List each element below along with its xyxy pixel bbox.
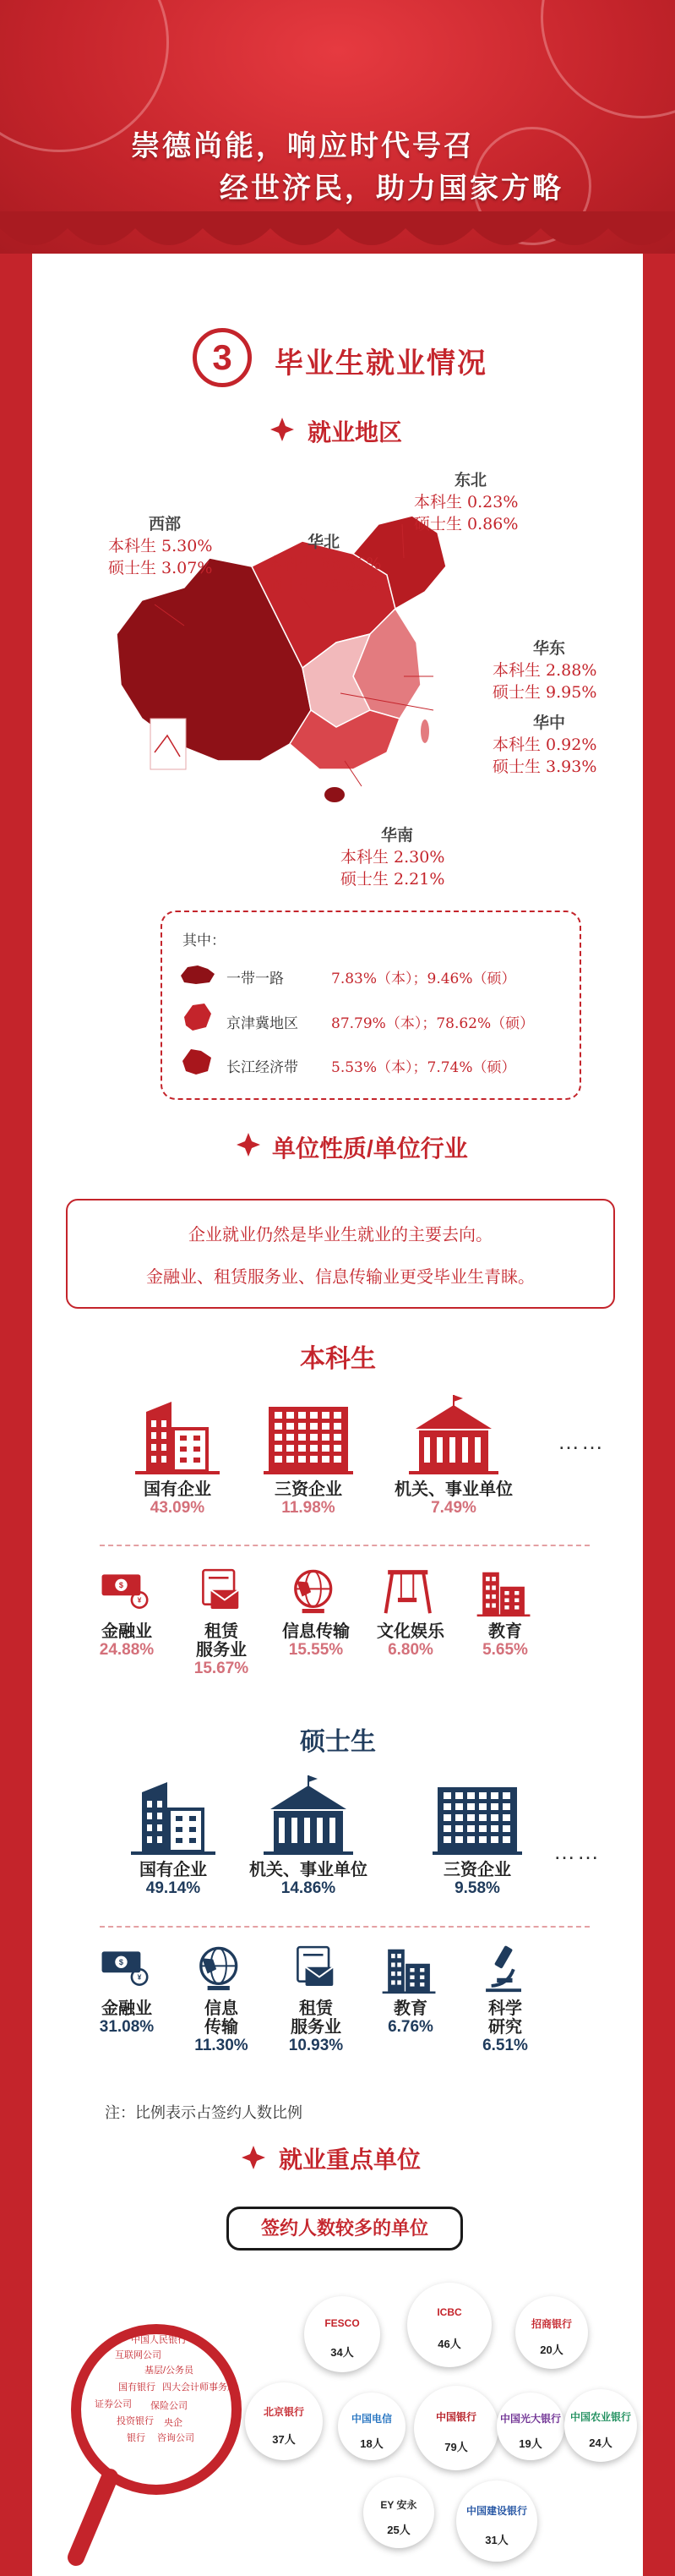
- header-line-2: 经世济民，助力国家方略: [220, 172, 563, 205]
- section-number-badge: 3: [193, 328, 252, 387]
- legend-heading: 其中：: [182, 933, 226, 949]
- company-count: 79人: [444, 2441, 468, 2453]
- sparkle-icon: [270, 418, 294, 441]
- company-count: 19人: [519, 2437, 542, 2450]
- wide-building-icon: [245, 1395, 372, 1480]
- industry-item: [269, 1564, 363, 1660]
- industry-item: [174, 1941, 269, 2055]
- company-count: 20人: [540, 2344, 563, 2357]
- units-box: 签约人数较多的单位: [226, 2207, 463, 2251]
- industry-note-box: [66, 1199, 615, 1309]
- industry-item: [363, 1941, 458, 2037]
- company-logo-text: 中国电信: [351, 2413, 392, 2426]
- industry-percent: 49.14%: [145, 1879, 201, 1897]
- map-inset-box: [150, 719, 186, 769]
- industry-percent: 14.86%: [280, 1879, 336, 1897]
- company-bubble: [456, 2480, 537, 2562]
- industry-percent: 15.55%: [288, 1641, 344, 1659]
- company-bubble: [407, 2283, 492, 2367]
- company-count: 31人: [485, 2533, 509, 2546]
- magnifier-word: 银行: [127, 2433, 145, 2443]
- company-count: 25人: [387, 2524, 411, 2537]
- industry-name: 国有企业: [139, 1861, 207, 1879]
- industry-name: 机关、事业单位: [249, 1861, 367, 1879]
- section-title: 毕业生就业情况: [275, 347, 487, 380]
- company-logo-text: 中国光大银行: [499, 2413, 561, 2426]
- industry-name: 金融业: [101, 1622, 152, 1641]
- industry-percent: 5.65%: [482, 1641, 528, 1659]
- region-label-north: 华北 本科生 88.36% 硕士生 79.98%: [267, 533, 382, 595]
- industry-percent: 31.08%: [99, 2018, 155, 2036]
- company-bubble: [338, 2393, 406, 2460]
- magnifier-word: 基层/公务员: [144, 2365, 194, 2376]
- industry-name: 三资企业: [275, 1480, 342, 1499]
- svg-text:¥: ¥: [137, 1595, 142, 1605]
- legend-row-3: 长江经济带: [226, 1059, 298, 1076]
- school-icon: [458, 1564, 553, 1622]
- industry-name: 信息 传输: [204, 1999, 238, 2037]
- legend-row-1: 一带一路: [226, 971, 284, 987]
- lease-document-icon: [269, 1941, 363, 1999]
- globe-icon: [269, 1564, 363, 1622]
- industry-percent: 7.49%: [431, 1499, 476, 1517]
- money-icon: [79, 1941, 174, 1999]
- company-bubble: [363, 2477, 434, 2548]
- industry-note-2: 金融业、租赁服务业、信息传输业更受毕业生青睐。: [146, 1266, 535, 1287]
- industry-name: 租赁 服务业: [196, 1622, 247, 1660]
- swing-icon: [363, 1564, 458, 1622]
- wide-building-icon: [414, 1775, 541, 1861]
- industry-item: [269, 1941, 363, 2055]
- undergrad-title: 本科生: [300, 1345, 376, 1373]
- legend-row-2-value: 87.79%（本）；78.62%（硕）: [331, 1015, 535, 1032]
- industry-item: [458, 1564, 553, 1660]
- company-logo-text: 中国银行: [435, 2411, 476, 2423]
- industry-percent: 9.58%: [455, 1879, 500, 1897]
- company-logo-text: EY 安永: [380, 2498, 417, 2511]
- government-building-icon: [245, 1775, 372, 1861]
- industry-percent: 43.09%: [150, 1499, 205, 1517]
- company-bubble: [564, 2389, 637, 2462]
- company-count: 37人: [272, 2433, 296, 2447]
- industry-name: 教育: [394, 1999, 427, 2018]
- industry-percent: 10.93%: [288, 2037, 344, 2054]
- company-bubble: [497, 2393, 564, 2460]
- sparkle-icon: [237, 1133, 260, 1157]
- magnifier-word: 投资银行: [117, 2416, 154, 2426]
- divider: [100, 1545, 590, 1546]
- company-bubble: [245, 2382, 323, 2460]
- svg-text:$: $: [118, 1958, 124, 1967]
- magnifier-word: 四大会计师事务所: [162, 2382, 237, 2393]
- region-subtitle: 就业地区: [308, 419, 403, 446]
- industry-name: 教育: [488, 1622, 522, 1641]
- school-icon: [363, 1941, 458, 1999]
- industry-name: 机关、事业单位: [395, 1480, 513, 1499]
- company-count: 34人: [330, 2345, 354, 2359]
- cloud-ornament: [541, 0, 675, 118]
- map-island-taiwan: [421, 719, 429, 743]
- jingjinji-map-icon: [181, 1002, 215, 1034]
- industry-percent: 6.80%: [388, 1641, 433, 1659]
- company-logo-text: 中国农业银行: [569, 2411, 631, 2424]
- sparkle-icon: [242, 2146, 265, 2169]
- globe-icon: [174, 1941, 269, 1999]
- company-logo-text: ICBC: [437, 2306, 462, 2318]
- magnifier-word: 国有银行: [118, 2382, 155, 2393]
- industry-name: 金融业: [101, 1999, 152, 2018]
- money-icon: [79, 1564, 174, 1622]
- footnote: 注：比例表示占签约人数比例: [105, 2104, 302, 2121]
- industry-item: [110, 1775, 237, 1898]
- industry-item: [390, 1395, 517, 1518]
- industry-percent: 6.51%: [482, 2037, 528, 2054]
- magnifier-word: 证券公司: [95, 2399, 132, 2409]
- magnifier-word: 互联网公司: [115, 2350, 161, 2360]
- industry-percent: 11.98%: [281, 1499, 335, 1517]
- units-subtitle: 就业重点单位: [279, 2147, 422, 2173]
- government-building-icon: [390, 1395, 517, 1480]
- industry-item: [174, 1564, 269, 1678]
- region-label-central: 华中 本科生 0.92% 硕士生 3.93%: [493, 714, 597, 776]
- industry-percent: 6.76%: [388, 2018, 433, 2036]
- legend-row-1-value: 7.83%（本）；9.46%（硕）: [331, 971, 516, 987]
- industry-item: [363, 1564, 458, 1660]
- industry-item: [245, 1395, 372, 1518]
- company-bubble: [515, 2296, 588, 2369]
- undergrad-row1-more: ……: [558, 1429, 605, 1454]
- legend-row-2: 京津冀地区: [226, 1015, 298, 1032]
- industry-item: [114, 1395, 241, 1518]
- industry-name: 租赁 服务业: [291, 1999, 341, 2037]
- office-building-icon: [114, 1395, 241, 1480]
- legend-row-3-value: 5.53%（本）；7.74%（硕）: [331, 1059, 516, 1076]
- region-label-east: 华东 本科生 2.88% 硕士生 9.95%: [493, 639, 597, 702]
- microscope-icon: [458, 1941, 553, 1999]
- region-label-northeast: 东北 本科生 0.23% 硕士生 0.86%: [414, 471, 519, 533]
- industry-name: 文化娱乐: [377, 1622, 444, 1641]
- industry-name: 三资企业: [444, 1861, 511, 1879]
- svg-text:$: $: [118, 1581, 124, 1590]
- industry-item: [79, 1564, 174, 1660]
- industry-item: [79, 1941, 174, 2037]
- magnifier-word: 保险公司: [150, 2401, 188, 2411]
- industry-note-1: 企业就业仍然是毕业生就业的主要去向。: [188, 1224, 493, 1244]
- industry-item: [458, 1941, 553, 2055]
- industry-name: 国有企业: [144, 1480, 211, 1499]
- master-row1-more: ……: [553, 1839, 601, 1864]
- company-logo-text: 中国建设银行: [465, 2504, 527, 2517]
- industry-subtitle: 单位性质/单位行业: [272, 1135, 468, 1162]
- svg-text:¥: ¥: [137, 1972, 142, 1982]
- industry-percent: 15.67%: [193, 1660, 249, 1677]
- magnifier-word: 咨询公司: [157, 2433, 194, 2443]
- company-count: 18人: [360, 2437, 384, 2450]
- region-label-west: 西部 本科生 5.30% 硕士生 3.07%: [108, 515, 213, 577]
- yangtze-map-icon: [179, 1044, 216, 1078]
- header-line-1: 崇德尚能，响应时代号召: [131, 130, 475, 162]
- region-label-south: 华南 本科生 2.30% 硕士生 2.21%: [340, 826, 445, 889]
- map-island-hainan: [324, 787, 345, 802]
- industry-name: 信息传输: [282, 1622, 350, 1641]
- magnifier-word: 央企: [164, 2418, 182, 2428]
- lease-document-icon: [174, 1564, 269, 1622]
- company-count: 24人: [589, 2437, 612, 2450]
- office-building-icon: [110, 1775, 237, 1861]
- master-title: 硕士生: [300, 1728, 376, 1756]
- belt-road-map-icon: [179, 962, 216, 987]
- divider: [100, 1926, 590, 1928]
- company-bubble: [414, 2386, 498, 2470]
- company-bubble: [304, 2296, 380, 2372]
- industry-name: 科学 研究: [488, 1999, 522, 2037]
- company-logo-text: 招商银行: [531, 2318, 572, 2331]
- company-logo-text: 北京银行: [263, 2405, 304, 2418]
- industry-item: [245, 1775, 372, 1898]
- company-logo-text: FESCO: [324, 2317, 360, 2330]
- magnifier-word: 中国人民银行: [131, 2335, 187, 2345]
- industry-percent: 24.88%: [99, 1641, 155, 1659]
- industry-percent: 11.30%: [194, 2037, 248, 2054]
- industry-item: [414, 1775, 541, 1898]
- company-count: 46人: [438, 2338, 461, 2350]
